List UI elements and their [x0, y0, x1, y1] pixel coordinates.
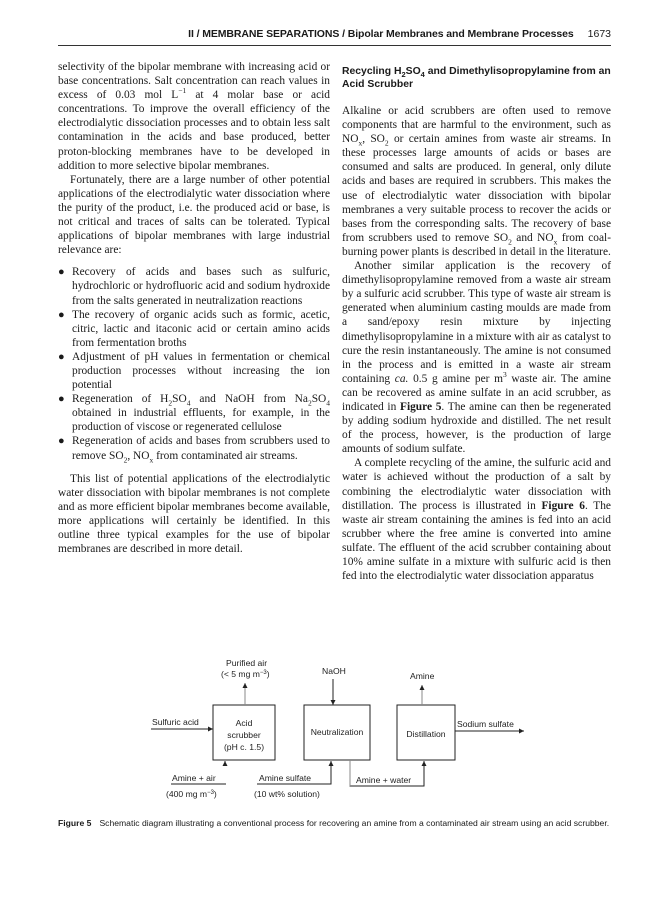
- paragraph: Fortunately, there are a large number of other potential applications of the electrodialytic water dissociation where the purity of the product, i.e. the produced acid or base, is not critical and traces of salts can be tolerated. Typical applications of bipolar membranes with large industrial relevance are:: [58, 173, 330, 257]
- list-item: [58, 434, 330, 462]
- section-heading: [342, 65, 611, 91]
- text-run: Regeneration of acids and bases from scrubbers used to remove SO: [72, 435, 330, 462]
- paragraph: [342, 259, 611, 456]
- list-item: [58, 308, 330, 350]
- text-run: Alkaline or acid scrubbers are often used to remove components that are harmful to the environment, such as NO: [342, 105, 611, 146]
- text-run: ): [213, 789, 217, 799]
- subscript: 2: [508, 237, 512, 247]
- amine-air-concentration: [166, 789, 217, 799]
- text-run: , SO: [362, 133, 385, 146]
- text-run: . The waste air stream containing the amines is fed into an acid scrubber where the free amine is converted into amine sulfate. The effluent of the acid scrubber containing about 10% amine sulfate in a mixture with sulfuric acid is then fed into the electrodialytic water dissociation apparatus: [342, 499, 611, 583]
- superscript: −1: [178, 86, 187, 96]
- text-run: selectivity of the bipolar membrane with increasing acid or base concentrations. Salt concentration can reach values in excess of 0.03 mol L: [58, 61, 330, 102]
- text-run: obtained in industrial effluents, for example, in the production of viscose or regenerated cellulose: [72, 407, 330, 434]
- text-run: waste air. The amine can be recovered as amine sulfate in an acid scrubber, as indicated in: [342, 372, 611, 413]
- subscript: 4: [420, 70, 425, 80]
- figure-caption: [58, 817, 614, 829]
- figure-5-diagram: [0, 650, 668, 810]
- bullet-icon: ●: [58, 350, 65, 363]
- list-item: [58, 350, 330, 392]
- list-item: [58, 265, 330, 307]
- left-column: [58, 60, 330, 556]
- amine-out-label: Amine: [410, 671, 435, 681]
- applications-list: [58, 265, 330, 462]
- superscript: 3: [503, 369, 507, 379]
- text-run: SO: [405, 66, 421, 77]
- bullet-icon: ●: [58, 393, 65, 406]
- superscript: −3: [207, 790, 214, 796]
- right-column: [342, 60, 611, 583]
- sodium-sulfate-label: Sodium sulfate: [457, 719, 514, 729]
- subscript: x: [149, 454, 154, 464]
- figure-reference-link[interactable]: Figure 6: [541, 499, 585, 512]
- running-header-title: II / MEMBRANE SEPARATIONS / Bipolar Membranes and Membrane Processes: [188, 28, 574, 40]
- page-number: 1673: [587, 28, 611, 40]
- list-item-text: Recovery of acids and bases such as sulfuric, hydrochloric or hydrofluoric acid and sodium hydroxide from the salts generated in neutralization reactions: [72, 266, 330, 307]
- text-run: ): [266, 669, 270, 679]
- distillation-label: Distillation: [406, 729, 446, 739]
- superscript: −3: [259, 670, 267, 676]
- text-run: and NaOH from Na: [190, 393, 308, 406]
- list-item: [58, 392, 330, 434]
- bullet-icon: ●: [58, 308, 65, 321]
- text-run: and Dimethylisopropylamine from an Acid Scrubber: [342, 66, 611, 90]
- list-item-text: Adjustment of pH values in fermentation or chemical production processes without increasing the ion potential: [72, 350, 330, 392]
- naoh-label: NaOH: [322, 666, 346, 676]
- figure-caption-label: Figure 5: [58, 818, 92, 828]
- subscript: 2: [384, 138, 389, 148]
- subscript: 2: [168, 398, 173, 408]
- text-run: from contaminated air streams.: [153, 449, 298, 462]
- text-run: SO: [172, 393, 187, 406]
- text-run: A complete recycling of the amine, the sulfuric acid and water is achieved without the production of a salt by combining the electrodialytic water dissociation with distillation. The process is illustrated in: [342, 457, 611, 512]
- figure-caption-text: Schematic diagram illustrating a conventional process for recovering an amine from a contaminated air stream using an acid scrubber.: [99, 818, 610, 828]
- bullet-icon: ●: [58, 435, 65, 448]
- subscript: x: [553, 237, 558, 247]
- sulfuric-acid-label: Sulfuric acid: [152, 717, 199, 727]
- text-run: . The amine can then be regenerated by adding sodium hydroxide and distilled. The net result of the process, however, is the production of large amounts of sodium sulfate.: [342, 400, 611, 456]
- text-run: Regeneration of H: [72, 393, 169, 406]
- paragraph: [342, 456, 611, 583]
- text-run: or certain amines from waste air streams. In these processes large amounts of acids or bases are consumed and salts are produced. In general, only dilute acids and bases are required in scrubbers. This makes the use of electrodialytic water dissociation with bipolar membranes a very suitable process to recover the acids or bases from the corresponding salts. The recovery of base from scrubbers used to remove SO: [342, 133, 611, 244]
- amine-sulfate-concentration: (10 wt% solution): [254, 789, 320, 799]
- text-run: ca.: [394, 372, 409, 385]
- subscript: 2: [307, 398, 312, 408]
- amine-water-label: Amine + water: [356, 775, 412, 785]
- text-run: SO: [311, 393, 327, 406]
- subscript: 2: [401, 70, 406, 80]
- list-item-text: The recovery of organic acids such as formic, acetic, citric, lactic and itaconic acid or certain amino acids from fermentation broths: [72, 308, 330, 349]
- figure-reference-link[interactable]: Figure 5: [399, 400, 442, 413]
- purified-air-concentration: [221, 669, 270, 679]
- acid-scrubber-label-2: scrubber: [227, 730, 261, 740]
- paragraph: [342, 104, 611, 259]
- text-run: , NO: [127, 449, 150, 462]
- subscript: x: [358, 138, 363, 148]
- text-run: (< 5 mg m: [221, 669, 260, 679]
- bullet-icon: ●: [58, 266, 65, 279]
- amine-sulfate-label: Amine sulfate: [259, 773, 312, 783]
- text-run: Recycling H: [342, 66, 402, 77]
- text-run: 0.5 g amine per m: [408, 372, 503, 385]
- subscript: 2: [123, 454, 128, 464]
- subscript: 4: [186, 398, 191, 408]
- text-run: Another similar application is the recovery of dimethylisopropylamine removed from a waste air stream by a sulfuric acid scrubber. This type of waste air stream is generated when aluminium casting moulds are made from a sand/epoxy resin mixture by injecting dimethylisopropylamine in a mixture with air as catalyst to cure the resin instantaneously. The amine is not consumed in the process and is emitted in a waste air stream containing: [342, 260, 611, 385]
- acid-scrubber-label-3: (pH c. 1.5): [223, 742, 265, 752]
- text-run: and NO: [511, 231, 554, 244]
- neutralization-label: Neutralization: [310, 727, 364, 737]
- amine-air-label: Amine + air: [172, 773, 216, 783]
- subscript: 4: [326, 398, 330, 408]
- running-header: [58, 28, 611, 46]
- text-run: (400 mg m: [166, 789, 208, 799]
- acid-scrubber-label-1: Acid: [235, 718, 253, 728]
- process-flow-diagram: [0, 650, 668, 810]
- text-run: from coal-burning power plants is described in detail in the literature.: [342, 231, 611, 258]
- text-run: at 4 molar base or acid concentrations. To improve the overall efficiency of the electrodialytic dissociation processes and to obtain less salt contamination in the acids and base produced, better proton-blocking membranes have to be developed in addition to more selective bipolar membranes.: [58, 89, 330, 172]
- paragraph: This list of potential applications of the electrodialytic water dissociation with bipolar membranes is not complete and as more efficient bipolar membranes become available, more applications will certainly be identified. In this outline three typical examples for the use of bipolar membranes are described in more detail.: [58, 472, 330, 556]
- purified-air-label: Purified air: [226, 658, 268, 668]
- paragraph: [58, 60, 330, 173]
